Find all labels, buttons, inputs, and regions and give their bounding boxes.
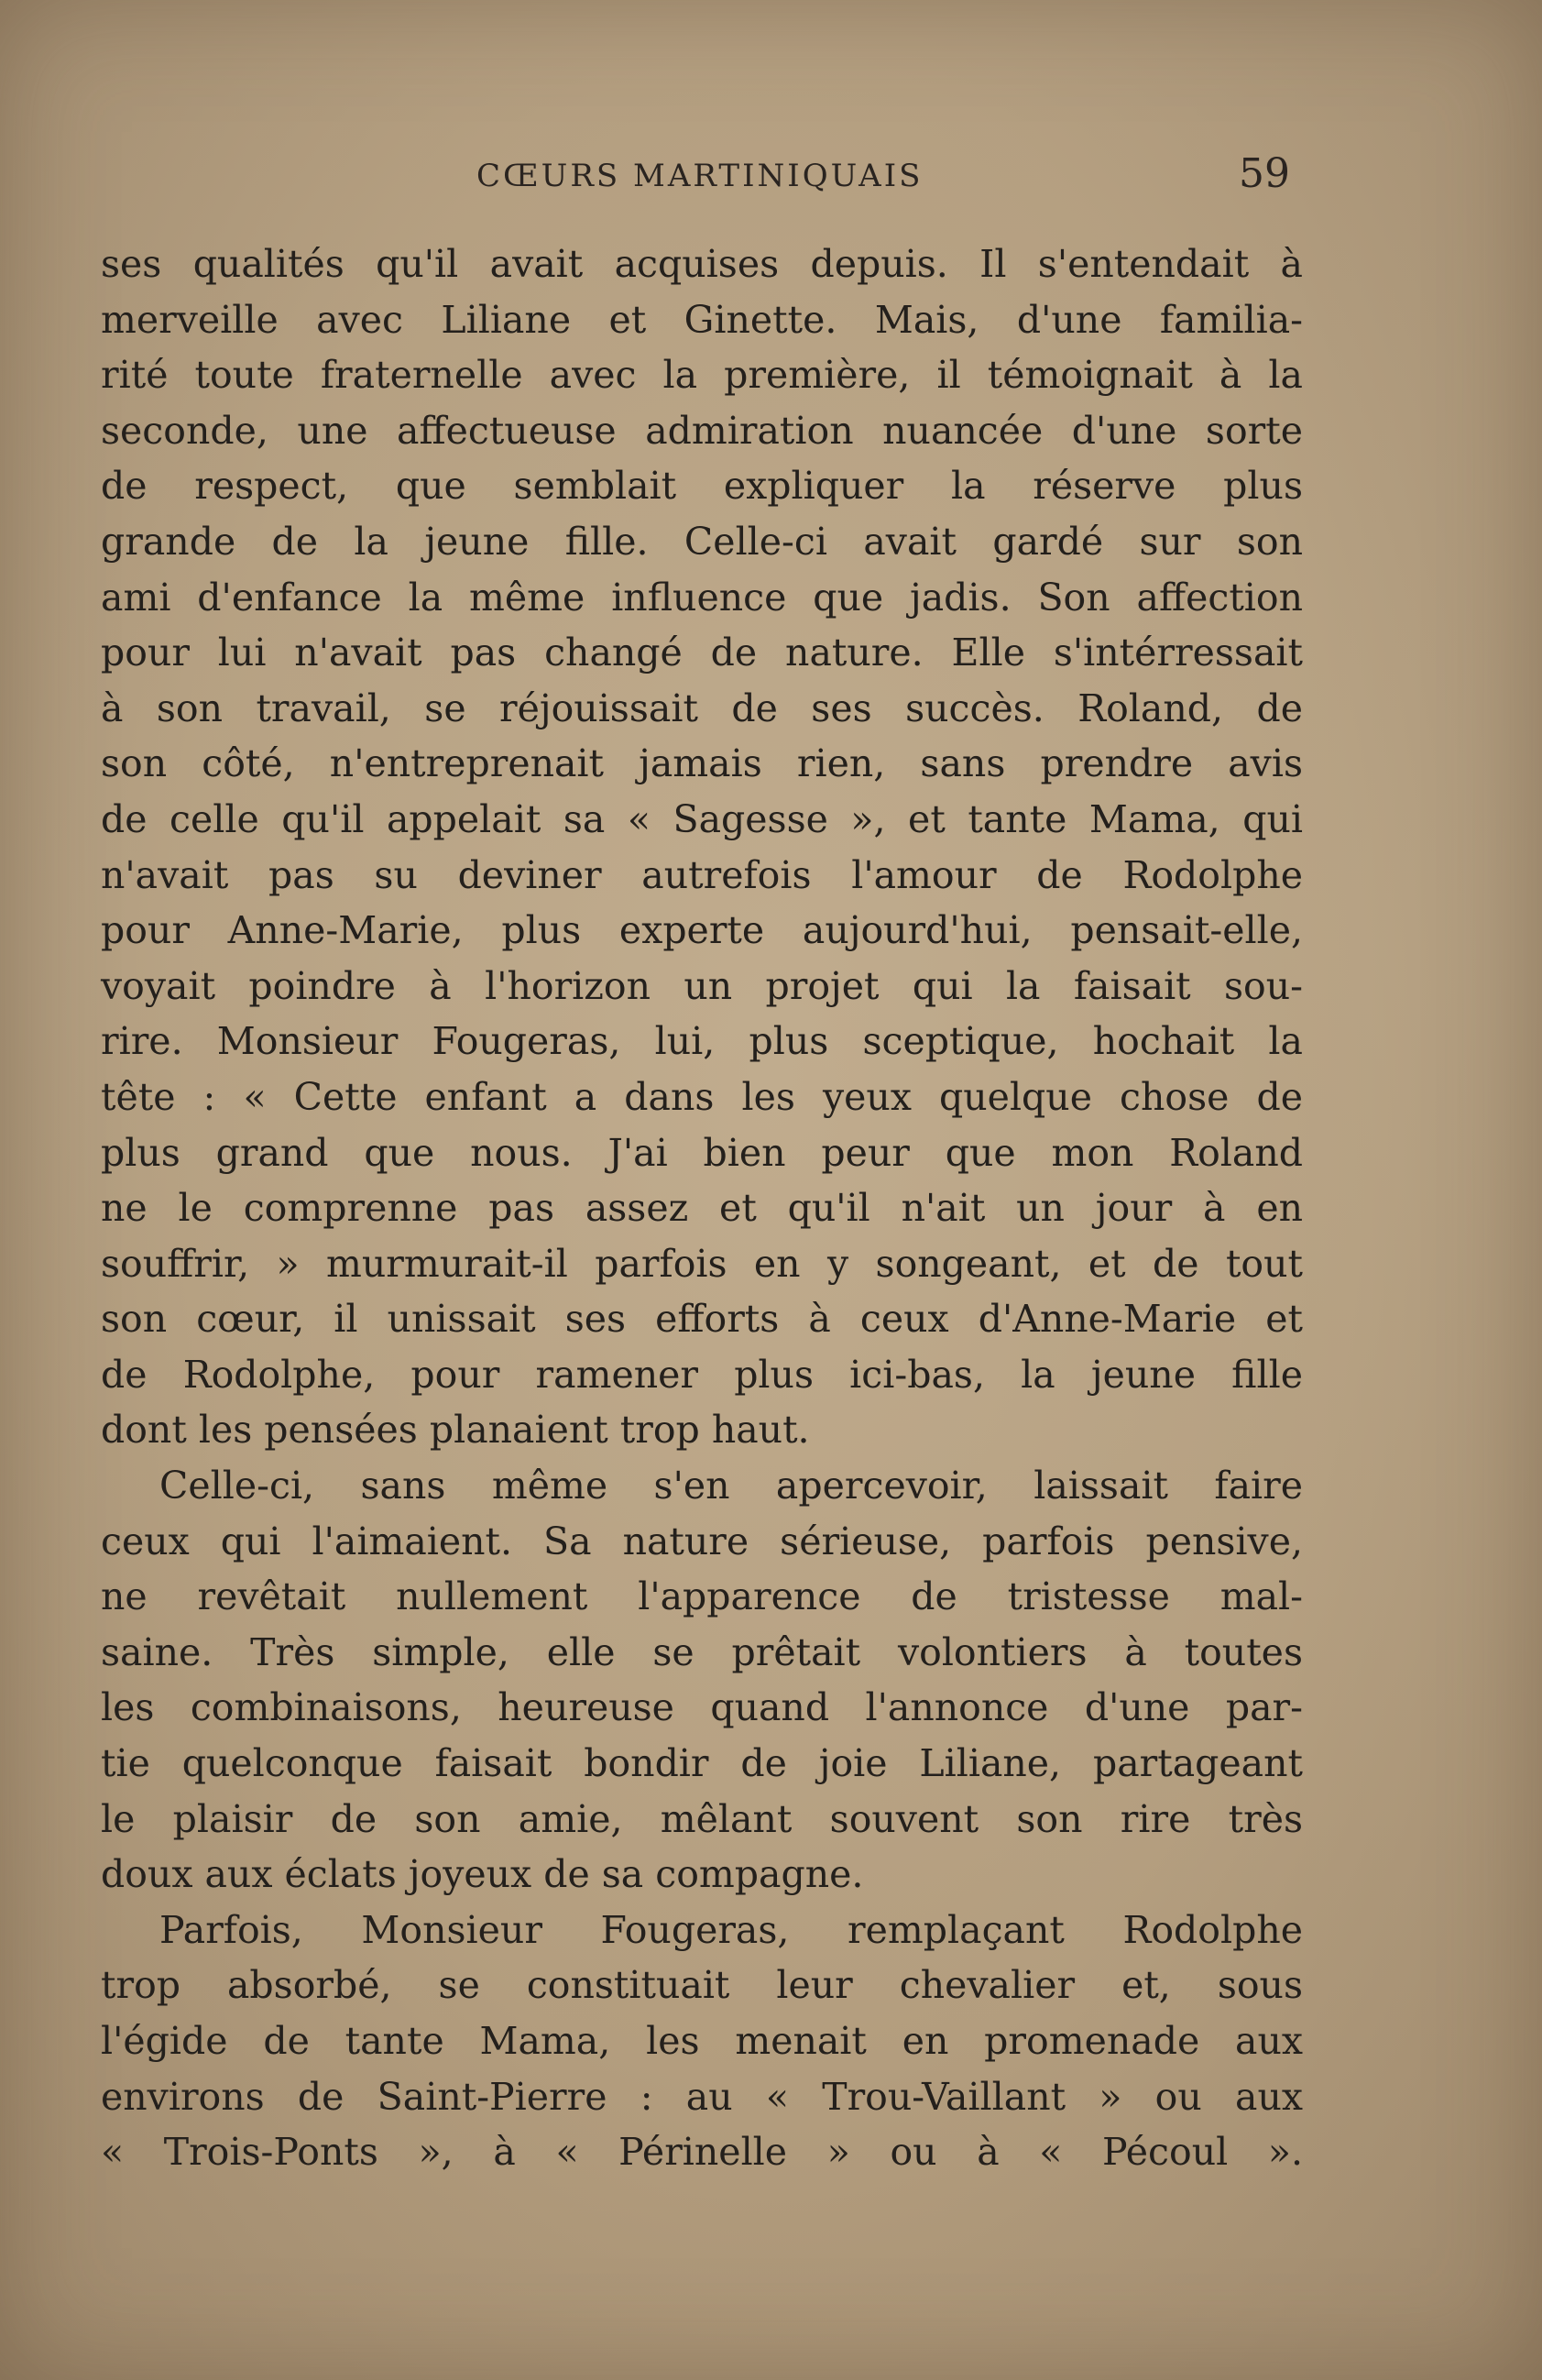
text-line: de celle qu'il appelait sa « Sagesse », et tante Mama, qui <box>101 796 1303 841</box>
page-header <box>0 147 1542 202</box>
text-line: ne revêtait nullement l'apparence de tristesse mal- <box>101 1574 1303 1619</box>
text-line: doux aux éclats joyeux de sa compagne. <box>101 1852 864 1897</box>
page-number: 59 <box>1239 150 1290 197</box>
body-text <box>101 236 1303 2180</box>
paragraph-start-line: Parfois, Monsieur Fougeras, remplaçant Rodolphe <box>159 1907 1303 1952</box>
text-line: le plaisir de son amie, mêlant souvent son rire très <box>101 1796 1303 1841</box>
text-line: ses qualités qu'il avait acquises depuis. Il s'entendait à <box>101 242 1303 286</box>
text-line: voyait poindre à l'horizon un projet qui la faisait sou- <box>101 963 1303 1008</box>
text-line: saine. Très simple, elle se prêtait volontiers à toutes <box>101 1629 1303 1674</box>
text-line: de Rodolphe, pour ramener plus ici-bas, la jeune fille <box>101 1352 1303 1397</box>
text-line: dont les pensées planaient trop haut. <box>101 1408 810 1453</box>
text-line: l'égide de tante Mama, les menait en promenade aux <box>101 2019 1303 2063</box>
text-line: souffrir, » murmurait-il parfois en y songeant, et de tout <box>101 1241 1303 1286</box>
text-line: ceux qui l'aimaient. Sa nature sérieuse, parfois pensive, <box>101 1519 1303 1563</box>
text-line: n'avait pas su deviner autrefois l'amour de Rodolphe <box>101 852 1303 897</box>
paragraph-start-line: Celle-ci, sans même s'en apercevoir, laissait faire <box>159 1464 1303 1508</box>
text-line: ne le comprenne pas assez et qu'il n'ait un jour à en <box>101 1186 1303 1231</box>
text-line: rité toute fraternelle avec la première, il témoignait à la <box>101 353 1303 398</box>
text-line: pour lui n'avait pas changé de nature. Elle s'intérressait <box>101 631 1303 675</box>
text-line: merveille avec Liliane et Ginette. Mais, d'une familia- <box>101 297 1303 342</box>
text-line: trop absorbé, se constituait leur chevalier et, sous <box>101 1963 1303 2008</box>
text-line: ami d'enfance la même influence que jadis. Son affection <box>101 575 1303 620</box>
text-line: pour Anne-Marie, plus experte aujourd'hui, pensait-elle, <box>101 908 1303 953</box>
text-line: seconde, une affectueuse admiration nuancée d'une sorte <box>101 408 1303 453</box>
text-line: grande de la jeune fille. Celle-ci avait gardé sur son <box>101 519 1303 564</box>
text-line: son côté, n'entreprenait jamais rien, sans prendre avis <box>101 741 1303 786</box>
text-line: « Trois-Ponts », à « Périnelle » ou à « Pécoul ». <box>101 2130 1303 2175</box>
text-line: à son travail, se réjouissait de ses succès. Roland, de <box>101 685 1303 730</box>
text-line: rire. Monsieur Fougeras, lui, plus sceptique, hochait la <box>101 1019 1303 1064</box>
text-line: tie quelconque faisait bondir de joie Liliane, partageant <box>101 1741 1303 1786</box>
text-line: les combinaisons, heureuse quand l'annonce d'une par- <box>101 1685 1303 1730</box>
text-line: de respect, que semblait expliquer la réserve plus <box>101 464 1303 509</box>
text-line: son cœur, il unissait ses efforts à ceux d'Anne-Marie et <box>101 1297 1303 1342</box>
text-line: plus grand que nous. J'ai bien peur que mon Roland <box>101 1130 1303 1175</box>
running-title: CŒURS MARTINIQUAIS <box>476 158 924 194</box>
text-line: environs de Saint-Pierre : au « Trou-Vaillant » ou aux <box>101 2074 1303 2119</box>
text-line: tête : « Cette enfant a dans les yeux quelque chose de <box>101 1074 1303 1119</box>
